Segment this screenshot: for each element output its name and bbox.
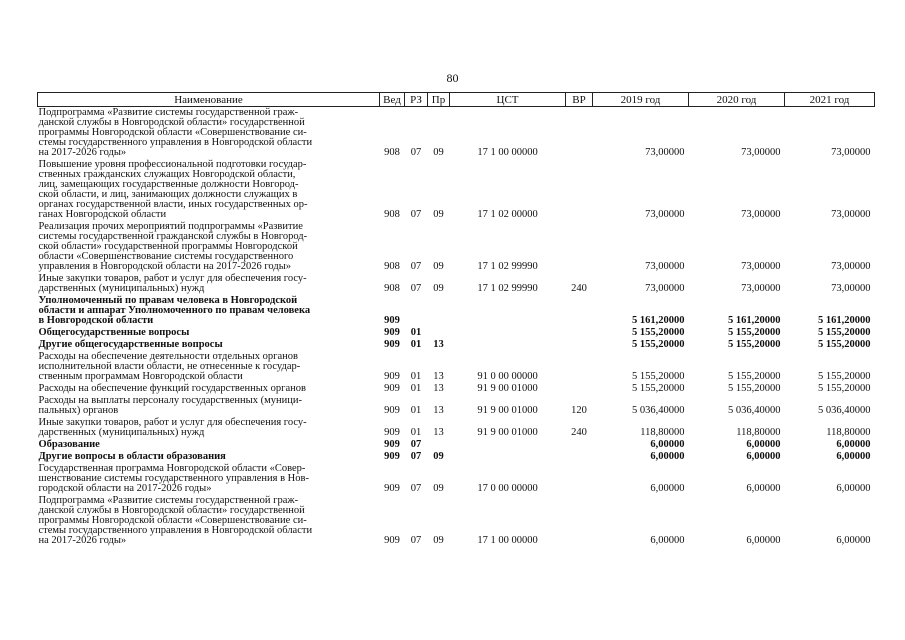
cell-vr: [566, 327, 593, 339]
cell-ved: 908: [384, 209, 400, 220]
cell-2020: 5 161,20000: [728, 315, 781, 326]
cell-2019: 6,00000: [650, 451, 685, 462]
cell-2019: 5 155,20000: [632, 339, 685, 350]
table-row: [38, 107, 875, 160]
cell-2020: 6,00000: [746, 451, 781, 462]
cell-2020: 5 155,20000: [728, 383, 781, 394]
cell-pr: [428, 295, 450, 327]
header-ved: Вед: [380, 93, 405, 107]
cell-cst: 17 0 00 00000: [477, 483, 538, 494]
cell-pr: 13: [433, 339, 444, 350]
cell-2019: 6,00000: [650, 535, 685, 546]
cell-rz: 01: [410, 405, 422, 416]
cell-rz: 07: [410, 261, 422, 272]
cell-name: Подпрограмма «Развитие системы государственной граж- данской службы в Новгородской области» государственной программы Новгородской области «Совершенствование си- стемы государственного управления в Новгородской области на 2017-2026 годы»: [38, 495, 313, 546]
cell-vr: 240: [571, 427, 587, 438]
cell-pr: 13: [433, 383, 444, 394]
cell-vr: [566, 221, 593, 273]
cell-cst: 17 1 00 00000: [477, 535, 538, 546]
header-2021: 2021 год: [785, 93, 875, 107]
cell-2019: 73,00000: [645, 283, 685, 294]
cell-2019: 5 161,20000: [632, 315, 685, 326]
table-row: [38, 417, 875, 439]
cell-cst: 91 9 00 01000: [477, 383, 538, 394]
cell-2021: 5 161,20000: [818, 315, 871, 326]
cell-cst: [450, 339, 566, 351]
table-row: [38, 495, 875, 547]
header-rz: РЗ: [405, 93, 428, 107]
cell-2020: 73,00000: [741, 209, 781, 220]
table-row: [38, 463, 875, 495]
cell-vr: [566, 451, 593, 463]
table-row: [38, 221, 875, 273]
cell-name: Уполномоченный по правам человека в Новгородской области и аппарат Уполномоченного по правам человека в Новгородской области: [38, 295, 311, 326]
cell-ved: 909: [384, 327, 400, 338]
cell-name: Иные закупки товаров, работ и услуг для обеспечения госу- дарственных (муниципальных) нужд: [38, 417, 307, 438]
table-row: [38, 451, 875, 463]
cell-rz: 07: [410, 439, 422, 450]
cell-rz: 07: [410, 451, 422, 462]
cell-2019: 5 036,40000: [632, 405, 685, 416]
cell-2020: 5 155,20000: [728, 339, 781, 350]
cell-pr: 09: [433, 283, 444, 294]
cell-ved: 909: [384, 371, 400, 382]
cell-rz: 01: [410, 383, 422, 394]
cell-2021: 5 155,20000: [818, 383, 871, 394]
cell-pr: [428, 439, 450, 451]
cell-2021: 118,80000: [826, 427, 871, 438]
cell-name: Другие общегосударственные вопросы: [38, 339, 223, 350]
cell-ved: 909: [384, 315, 400, 326]
cell-name: Повышение уровня профессиональной подготовки государ- ственных гражданских служащих Новгородской области, лиц, замещающих государственные должности Новгород- ской области, и лиц, занимающих должности служащих в органах государственной власти, иных государственных ор- ганах Новгородской области: [38, 159, 308, 220]
cell-rz: 01: [410, 371, 422, 382]
cell-cst: 91 0 00 00000: [477, 371, 538, 382]
cell-ved: 909: [384, 383, 400, 394]
cell-2019: 73,00000: [645, 209, 685, 220]
cell-2021: 5 155,20000: [818, 371, 871, 382]
cell-vr: 240: [571, 283, 587, 294]
cell-vr: [566, 159, 593, 221]
cell-2020: 6,00000: [746, 483, 781, 494]
cell-rz: 07: [410, 147, 422, 158]
table-row: [38, 159, 875, 221]
header-pr: Пр: [428, 93, 450, 107]
cell-name: Расходы на обеспечение функций государственных органов: [38, 383, 306, 394]
table-row: [38, 339, 875, 351]
cell-rz: [405, 295, 428, 327]
cell-rz: 01: [410, 327, 422, 338]
cell-ved: 909: [384, 405, 400, 416]
cell-2019: 118,80000: [640, 427, 685, 438]
table-row: [38, 273, 875, 295]
cell-2019: 5 155,20000: [632, 327, 685, 338]
cell-rz: 07: [410, 483, 422, 494]
cell-name: Расходы на обеспечение деятельности отдельных органов исполнительной власти области, не отнесенные к государ- ственным программам Новгородской области: [38, 351, 301, 382]
cell-vr: [566, 383, 593, 395]
cell-pr: 09: [433, 535, 444, 546]
cell-name: Расходы на выплаты персоналу государственных (муници- пальных) органов: [38, 395, 302, 416]
cell-rz: 07: [410, 209, 422, 220]
cell-cst: [450, 327, 566, 339]
cell-ved: 909: [384, 427, 400, 438]
cell-cst: 17 1 02 00000: [477, 209, 538, 220]
cell-cst: [450, 451, 566, 463]
cell-2021: 73,00000: [831, 283, 871, 294]
cell-ved: 908: [384, 261, 400, 272]
cell-2021: 5 036,40000: [818, 405, 871, 416]
cell-2021: 6,00000: [836, 439, 871, 450]
cell-2020: 5 155,20000: [728, 327, 781, 338]
table-body: [38, 107, 875, 548]
cell-vr: [566, 463, 593, 495]
cell-cst: 17 1 00 00000: [477, 147, 538, 158]
cell-2021: 73,00000: [831, 261, 871, 272]
header-cst: ЦСТ: [450, 93, 566, 107]
cell-pr: 13: [433, 405, 444, 416]
table-row: [38, 327, 875, 339]
cell-2021: 6,00000: [836, 535, 871, 546]
cell-2019: 5 155,20000: [632, 371, 685, 382]
table-row: [38, 395, 875, 417]
cell-name: Подпрограмма «Развитие системы государственной граж- данской службы в Новгородской области» государственной программы Новгородской области «Совершенствование си- стемы государственного управления в Новгородской области на 2017-2026 годы»: [38, 107, 313, 158]
cell-pr: 09: [433, 483, 444, 494]
table-row: [38, 295, 875, 327]
cell-cst: [450, 295, 566, 327]
cell-2021: 6,00000: [836, 451, 871, 462]
cell-pr: 13: [433, 427, 444, 438]
cell-vr: [566, 351, 593, 383]
cell-name: Другие вопросы в области образования: [38, 451, 226, 462]
page-number: 80: [446, 71, 459, 85]
cell-2021: 73,00000: [831, 147, 871, 158]
cell-2019: 5 155,20000: [632, 383, 685, 394]
cell-vr: [566, 107, 593, 160]
cell-ved: 908: [384, 147, 400, 158]
cell-cst: 91 9 00 01000: [477, 405, 538, 416]
cell-vr: [566, 295, 593, 327]
cell-name: Иные закупки товаров, работ и услуг для обеспечения госу- дарственных (муниципальных) нужд: [38, 273, 307, 294]
cell-rz: 07: [410, 283, 422, 294]
cell-rz: 07: [410, 535, 422, 546]
header-2020: 2020 год: [689, 93, 785, 107]
budget-table: [37, 92, 875, 547]
cell-ved: 909: [384, 451, 400, 462]
cell-name: Образование: [38, 439, 100, 450]
cell-2019: 73,00000: [645, 261, 685, 272]
cell-2020: 6,00000: [746, 535, 781, 546]
cell-vr: [566, 495, 593, 547]
cell-pr: [428, 327, 450, 339]
cell-2021: 5 155,20000: [818, 327, 871, 338]
cell-ved: 909: [384, 535, 400, 546]
cell-name: Государственная программа Новгородской области «Совер- шенствование системы государственного управления в Нов- городской области на 2017-2026 годы»: [38, 463, 309, 494]
cell-2021: 73,00000: [831, 209, 871, 220]
cell-2021: 6,00000: [836, 483, 871, 494]
cell-2020: 73,00000: [741, 261, 781, 272]
cell-pr: 09: [433, 261, 444, 272]
table-row: [38, 351, 875, 383]
cell-cst: 17 1 02 99990: [477, 261, 538, 272]
table-row: [38, 383, 875, 395]
table-row: [38, 439, 875, 451]
cell-pr: 13: [433, 371, 444, 382]
cell-ved: 909: [384, 339, 400, 350]
header-vr: ВР: [566, 93, 593, 107]
cell-2020: 5 155,20000: [728, 371, 781, 382]
header-2019: 2019 год: [593, 93, 689, 107]
cell-rz: 01: [410, 427, 422, 438]
cell-pr: 09: [433, 451, 444, 462]
cell-2019: 6,00000: [650, 483, 685, 494]
cell-2019: 73,00000: [645, 147, 685, 158]
cell-pr: 09: [433, 209, 444, 220]
cell-ved: 909: [384, 483, 400, 494]
cell-2021: 5 155,20000: [818, 339, 871, 350]
cell-2020: 5 036,40000: [728, 405, 781, 416]
cell-pr: 09: [433, 147, 444, 158]
cell-vr: [566, 339, 593, 351]
cell-cst: [450, 439, 566, 451]
cell-name: Реализация прочих мероприятий подпрограммы «Развитие системы государственной гражданской службы в Новгород- ской области» государственной программы Новгородской области «Совершенствование системы государственного управления в Новгородской области на 2017-2026 годы»: [38, 221, 308, 272]
cell-cst: 91 9 00 01000: [477, 427, 538, 438]
table-header-row: [38, 93, 875, 107]
cell-vr: [566, 439, 593, 451]
cell-2020: 73,00000: [741, 147, 781, 158]
cell-2020: 6,00000: [746, 439, 781, 450]
cell-vr: 120: [571, 405, 587, 416]
cell-ved: 909: [384, 439, 400, 450]
cell-ved: 908: [384, 283, 400, 294]
cell-name: Общегосударственные вопросы: [38, 327, 190, 338]
cell-cst: 17 1 02 99990: [477, 283, 538, 294]
cell-rz: 01: [410, 339, 422, 350]
cell-2020: 73,00000: [741, 283, 781, 294]
cell-2019: 6,00000: [650, 439, 685, 450]
header-name: Наименование: [38, 93, 380, 107]
cell-2020: 118,80000: [736, 427, 781, 438]
